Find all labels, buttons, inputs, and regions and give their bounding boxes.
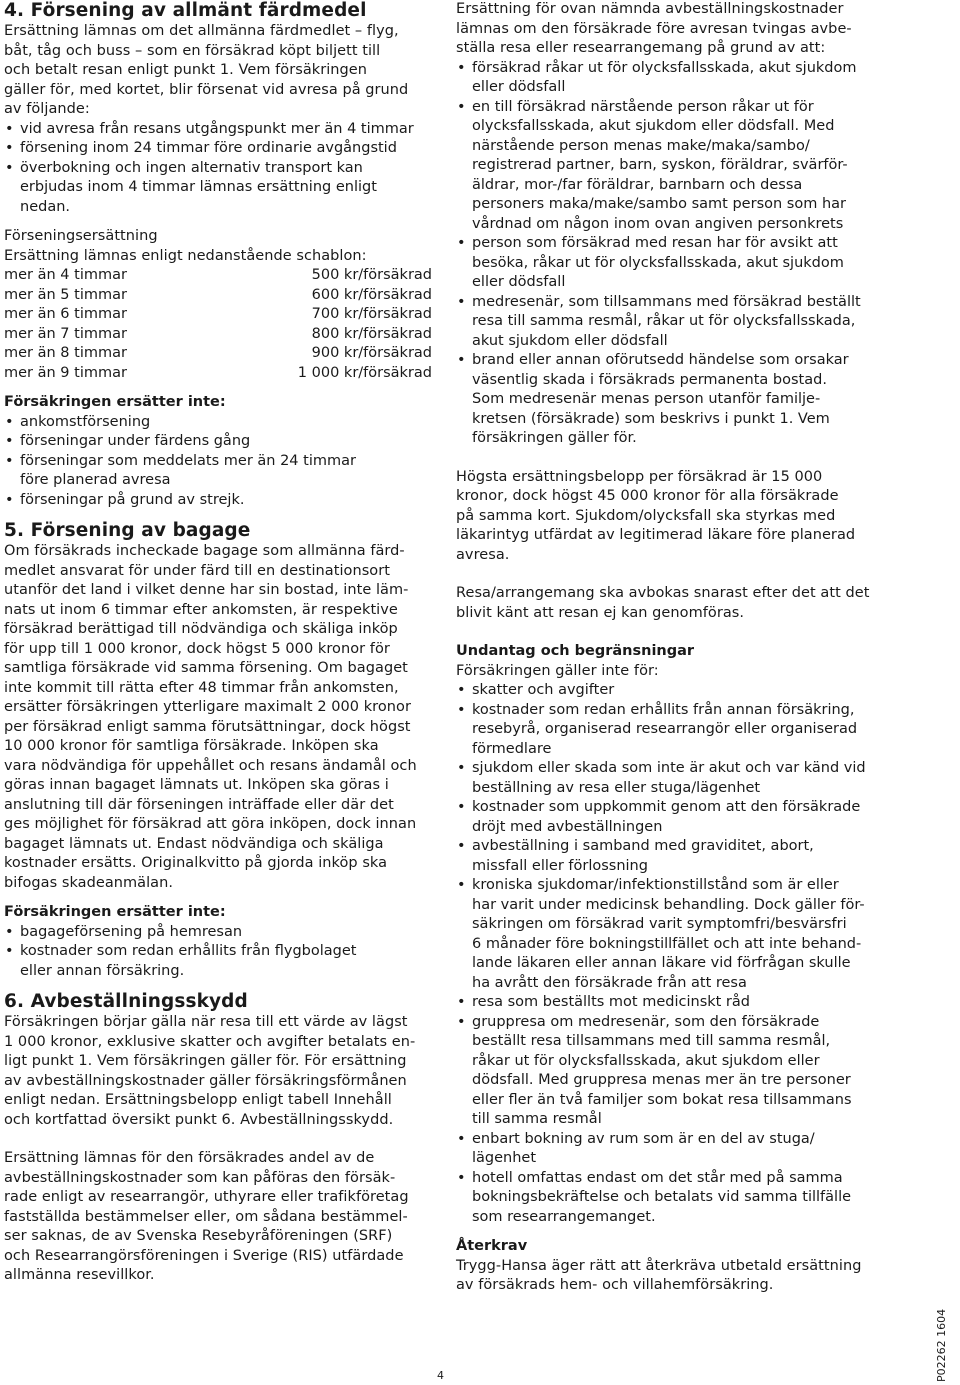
exceptions-title: Undantag och begränsningar xyxy=(456,643,695,659)
list-item-line: vårdnad om någon inom ovan angiven personkrets xyxy=(472,215,844,232)
cancellation-intro xyxy=(456,0,902,59)
delay-label: mer än 5 timmar xyxy=(4,286,127,303)
text-line: ges möjlighet för försäkrad att göra inköpen, dock innan xyxy=(4,816,417,832)
section-6-heading: 6. Avbeställningsskydd xyxy=(4,991,248,1012)
list-item-line: • sjukdom eller skada som inte är akut och var känd vid xyxy=(472,760,866,776)
text-line: Högsta ersättningsbelopp per försäkrad är 15 000 xyxy=(456,468,823,485)
text-line: gäller för, med kortet, blir försenat vid avresa på grund xyxy=(4,81,409,98)
list-item-line: resebyrå, organiserad researrangör eller organiserad xyxy=(472,721,858,737)
list-item-line: väsentlig skada i försäkrads permanenta bostad. xyxy=(472,371,827,388)
list-item-line: • resa som beställts mot medicinskt råd xyxy=(472,994,750,1010)
list-item-line: • medresenär, som tillsammans med försäkrad beställt xyxy=(472,293,861,310)
document-code: P02262 1604 xyxy=(935,1308,948,1382)
text-line: och Researrangörsföreningen i Sverige (RIS) utfärdade xyxy=(4,1247,404,1264)
text-line: 10 000 kronor för samtliga försäkrade. Inköpen ska xyxy=(4,738,379,754)
text-line: Resa/arrangemang ska avbokas snarast efter det att det xyxy=(456,585,870,601)
list-item-line: registrerad partner, barn, syskon, föräldrar, svärför- xyxy=(472,157,848,173)
list-item-line: • ankomstförsening xyxy=(20,413,151,430)
list-item-line: nedan. xyxy=(20,198,70,215)
list-item-line: personers maka/make/sambo samt person som har xyxy=(472,196,846,212)
text-line: medlet ansvarat för under färd till en destinationsort xyxy=(4,562,390,579)
list-item-line: lande läkaren eller annan läkare vid förfrågan skulle xyxy=(472,955,851,971)
list-item xyxy=(4,942,432,981)
section-6-paragraph-2 xyxy=(4,1149,432,1286)
list-item-line: • skatter och avgifter xyxy=(472,682,615,698)
list-item-line: • avbeställning i samband med graviditet, abort, xyxy=(472,838,814,854)
right-column xyxy=(456,0,902,1296)
text-line: av avbeställningskostnader gäller försäkringsförmånen xyxy=(4,1072,407,1089)
text-line: och betalt resan enligt punkt 1. Vem försäkringen xyxy=(4,62,368,78)
compensation-title: Förseningsersättning xyxy=(4,228,158,244)
list-item xyxy=(456,1130,902,1169)
list-item-line: • överbokning och ingen alternativ transport kan xyxy=(20,159,363,176)
list-item xyxy=(4,432,432,452)
delay-label: mer än 4 timmar xyxy=(4,267,127,283)
compensation-row xyxy=(4,266,432,286)
text-line: fastställda bestämmelser eller, om sådana bestämmel- xyxy=(4,1208,408,1225)
compensation-intro: Ersättning lämnas enligt nedanstående schablon: xyxy=(4,247,367,264)
list-item-line: resa till samma resmål, råkar ut för olycksfallsskada, xyxy=(472,313,856,329)
list-item xyxy=(456,1169,902,1228)
list-item-line: kretsen (försäkrade) som beskrivs i punkt 1. Vem xyxy=(472,410,830,427)
text-line: Ersättning lämnas om det allmänna färdmedlet – flyg, xyxy=(4,23,399,39)
list-item-line: ha avrått den försäkrade från att resa xyxy=(472,974,747,991)
text-line: på samma kort. Sjukdom/olycksfall ska styrkas med xyxy=(456,507,836,524)
list-item-line: • förseningar under färdens gång xyxy=(20,433,251,449)
compensation-row xyxy=(4,305,432,325)
text-line: rade enligt av researrangör, uthyrare eller trafikföretag xyxy=(4,1189,409,1205)
list-item xyxy=(456,798,902,837)
cancellation-reasons xyxy=(456,59,902,449)
list-item-line: • förseningar som meddelats mer än 24 timmar xyxy=(20,452,356,469)
amount-value: 900 kr/försäkrad xyxy=(311,345,432,361)
list-item-line: försäkringen gäller för. xyxy=(472,430,637,446)
list-item xyxy=(456,1013,902,1130)
list-item-line: till samma resmål xyxy=(472,1111,602,1127)
list-item-line: eller dödsfall xyxy=(472,79,566,95)
amount-value: 800 kr/försäkrad xyxy=(311,325,432,342)
text-line: ställa resa eller researrangemang på grund av att: xyxy=(456,40,826,56)
amount-value: 1 000 kr/försäkrad xyxy=(297,364,432,381)
list-item-line: bokningsbekräftelse och betalats vid samma tillfälle xyxy=(472,1189,852,1205)
text-line: ersätter försäkringen ytterligare maximalt 2 000 kronor xyxy=(4,699,411,715)
section-5-exclusions-title: Försäkringen ersätter inte: xyxy=(4,904,226,920)
list-item-line: Som medresenär menas person utanför familje- xyxy=(472,391,821,407)
text-line: läkarintyg utfärdat av legitimerad läkare före planerad xyxy=(456,527,856,543)
list-item-line: • brand eller annan oförutsedd händelse som orsakar xyxy=(472,352,849,368)
list-item xyxy=(456,98,902,235)
list-item xyxy=(456,293,902,352)
section-4-bullets xyxy=(4,120,432,218)
text-line: inte kommit till rätta efter 48 timmar från ankomsten, xyxy=(4,679,399,696)
text-line: Ersättning lämnas för den försäkrades andel av de xyxy=(4,1150,375,1166)
list-item-line: förmedlare xyxy=(472,740,552,757)
list-item-line: • kostnader som redan erhållits från annan försäkring, xyxy=(472,701,855,718)
list-item-line: • försening inom 24 timmar före ordinarie avgångstid xyxy=(20,140,397,156)
text-line: Ersättning för ovan nämnda avbeställningskostnader xyxy=(456,1,844,17)
list-item-line: dödsfall. Med gruppresa menas mer än tre personer xyxy=(472,1072,851,1088)
delay-label: mer än 7 timmar xyxy=(4,325,127,342)
compensation-row xyxy=(4,325,432,345)
list-item xyxy=(4,139,432,159)
text-line: allmänna resevillkor. xyxy=(4,1267,155,1283)
list-item xyxy=(4,413,432,433)
text-line: lämnas om den försäkrade före avresan tvingas avbe- xyxy=(456,20,852,37)
text-line: kostnader ersätts. Originalkvitto på gjorda inköp ska xyxy=(4,855,388,871)
delay-label: mer än 6 timmar xyxy=(4,306,127,322)
list-item xyxy=(456,351,902,449)
list-item-line: lägenhet xyxy=(472,1150,537,1166)
text-line: av följande: xyxy=(4,101,90,117)
list-item-line: • kostnader som uppkommit genom att den försäkrade xyxy=(472,799,861,815)
list-item xyxy=(456,234,902,293)
section-5-body xyxy=(4,542,432,893)
compensation-table xyxy=(4,266,432,383)
recourse-title: Återkrav xyxy=(456,1238,528,1254)
list-item-line: • försäkrad råkar ut för olycksfallsskada, akut sjukdom xyxy=(472,59,857,76)
list-item xyxy=(456,876,902,993)
text-line: Försäkringen börjar gälla när resa till ett värde av lägst xyxy=(4,1014,408,1030)
amount-value: 700 kr/försäkrad xyxy=(311,306,432,322)
text-line: avbeställningskostnader som kan påföras den försäk- xyxy=(4,1169,396,1186)
text-line: Om försäkrads incheckade bagage som allmänna färd- xyxy=(4,543,405,559)
section-4-exclusions-title: Försäkringen ersätter inte: xyxy=(4,394,226,410)
list-item-line: • en till försäkrad närstående person råkar ut för xyxy=(472,98,814,115)
text-line: anslutning till där förseningen inträffade eller där det xyxy=(4,796,394,813)
text-line: och kortfattad översikt punkt 6. Avbeställningsskydd. xyxy=(4,1111,394,1128)
text-line: för upp till 1 000 kronor, dock högst 5 000 kronor för xyxy=(4,640,390,657)
text-line: avresa. xyxy=(456,546,510,563)
exceptions-list xyxy=(456,681,902,1227)
delay-label: mer än 9 timmar xyxy=(4,364,127,381)
text-line: samtliga försäkrade vid samma försening. Om bagaget xyxy=(4,660,408,676)
list-item-line: • person som försäkrad med resan har för avsikt att xyxy=(472,235,838,251)
list-item xyxy=(456,759,902,798)
list-item xyxy=(4,491,432,511)
list-item-line: akut sjukdom eller dödsfall xyxy=(472,332,668,349)
list-item xyxy=(456,59,902,98)
text-line: bagaget lämnats ut. Endast nödvändiga och skäliga xyxy=(4,835,384,852)
list-item xyxy=(456,701,902,760)
cancel-promptly-paragraph xyxy=(456,584,902,623)
text-line: ligt punkt 1. Vem försäkringen gäller för. För ersättning xyxy=(4,1053,407,1069)
list-item-line: • bagageförsening på hemresan xyxy=(20,923,243,940)
list-item-line: har varit under medicinsk behandling. Dock gäller för- xyxy=(472,896,865,913)
list-item-line: • kroniska sjukdomar/infektionstillstånd som är eller xyxy=(472,877,839,893)
text-line: ser saknas, de av Svenska Resebyråföreningen (SRF) xyxy=(4,1228,393,1244)
text-line: båt, tåg och buss – som en försäkrad köpt biljett till xyxy=(4,42,381,59)
list-item-line: • hotell omfattas endast om det står med på samma xyxy=(472,1169,843,1186)
list-item-line: eller annan försäkring. xyxy=(20,962,185,979)
list-item-line: eller dödsfall xyxy=(472,274,566,290)
text-line: av försäkrads hem- och villahemförsäkring. xyxy=(456,1277,774,1293)
text-line: 1 000 kronor, exklusive skatter och avgifter betalats en- xyxy=(4,1033,416,1050)
list-item-line: säkringen om försäkrad varit symptomfri/besvärsfri xyxy=(472,916,847,932)
text-line: enligt nedan. Ersättningsbelopp enligt tabell Innehåll xyxy=(4,1092,392,1108)
list-item xyxy=(456,993,902,1013)
section-5-exclusions xyxy=(4,923,432,982)
text-line: utanför det land i vilket denne har sin bostad, inte läm- xyxy=(4,582,409,598)
list-item xyxy=(456,681,902,701)
recourse-paragraph xyxy=(456,1257,902,1296)
list-item-line: som researrangemanget. xyxy=(472,1208,656,1225)
section-5-heading: 5. Försening av bagage xyxy=(4,520,251,541)
amount-value: 500 kr/försäkrad xyxy=(311,267,432,283)
list-item xyxy=(4,159,432,218)
list-item-line: • gruppresa om medresenär, som den försäkrade xyxy=(472,1013,820,1030)
list-item-line: erbjudas inom 4 timmar lämnas ersättning enligt xyxy=(20,179,377,195)
text-line: per försäkrad enligt samma förutsättningar, dock högst xyxy=(4,718,411,735)
list-item-line: 6 månader före bokningstillfället och att inte behand- xyxy=(472,935,862,952)
text-line: kronor, dock högst 45 000 kronor för alla försäkrade xyxy=(456,488,839,504)
list-item-line: missfall eller förlossning xyxy=(472,857,648,874)
left-column xyxy=(4,0,432,1286)
text-line: vara nödvändiga för uppehållet och resans ändamål och xyxy=(4,757,417,774)
section-6-paragraph-1 xyxy=(4,1013,432,1130)
text-line: försäkrad berättigad till nödvändiga och skäliga inköp xyxy=(4,621,398,637)
compensation-row xyxy=(4,364,432,384)
delay-label: mer än 8 timmar xyxy=(4,345,127,361)
list-item-line: äldrar, mor-/far föräldrar, barnbarn och dessa xyxy=(472,176,803,193)
max-compensation-paragraph xyxy=(456,468,902,566)
list-item xyxy=(4,120,432,140)
list-item-line: före planerad avresa xyxy=(20,472,171,488)
list-item-line: • förseningar på grund av strejk. xyxy=(20,491,245,508)
list-item-line: råkar ut för olycksfallsskada, akut sjukdom eller xyxy=(472,1052,820,1069)
text-line: göras innan bagaget lämnats ut. Inköpen ska göras i xyxy=(4,777,389,793)
list-item xyxy=(456,837,902,876)
list-item-line: besöka, råkar ut för olycksfallsskada, akut sjukdom xyxy=(472,254,844,271)
list-item-line: beställning av resa eller stuga/lägenhet xyxy=(472,779,761,796)
list-item-line: beställt resa tillsammans med till samma resmål, xyxy=(472,1033,831,1049)
section-4-intro xyxy=(4,22,432,120)
list-item-line: • enbart bokning av rum som är en del av stuga/ xyxy=(472,1130,815,1147)
list-item xyxy=(4,923,432,943)
text-line: bifogas skadeanmälan. xyxy=(4,874,174,891)
list-item-line: • vid avresa från resans utgångspunkt mer än 4 timmar xyxy=(20,120,414,137)
compensation-row xyxy=(4,344,432,364)
text-line: blivit känt att resan ej kan genomföras. xyxy=(456,604,745,621)
list-item-line: dröjt med avbeställningen xyxy=(472,818,663,835)
text-line: Trygg-Hansa äger rätt att återkräva utbetald ersättning xyxy=(456,1257,862,1274)
amount-value: 600 kr/försäkrad xyxy=(311,286,432,303)
compensation-row xyxy=(4,286,432,306)
exceptions-intro: Försäkringen gäller inte för: xyxy=(456,662,659,679)
list-item-line: • kostnader som redan erhållits från flygbolaget xyxy=(20,943,357,959)
list-item-line: eller fler än två familjer som bokat resa tillsammans xyxy=(472,1091,852,1108)
list-item xyxy=(4,452,432,491)
section-4-heading: 4. Försening av allmänt färdmedel xyxy=(4,0,367,21)
page-number: 4 xyxy=(437,1369,444,1382)
section-4-exclusions xyxy=(4,413,432,511)
list-item-line: olycksfallsskada, akut sjukdom eller dödsfall. Med xyxy=(472,118,835,134)
list-item-line: närstående person menas make/maka/sambo/ xyxy=(472,137,810,154)
text-line: nats ut inom 6 timmar efter ankomsten, är respektive xyxy=(4,601,398,618)
